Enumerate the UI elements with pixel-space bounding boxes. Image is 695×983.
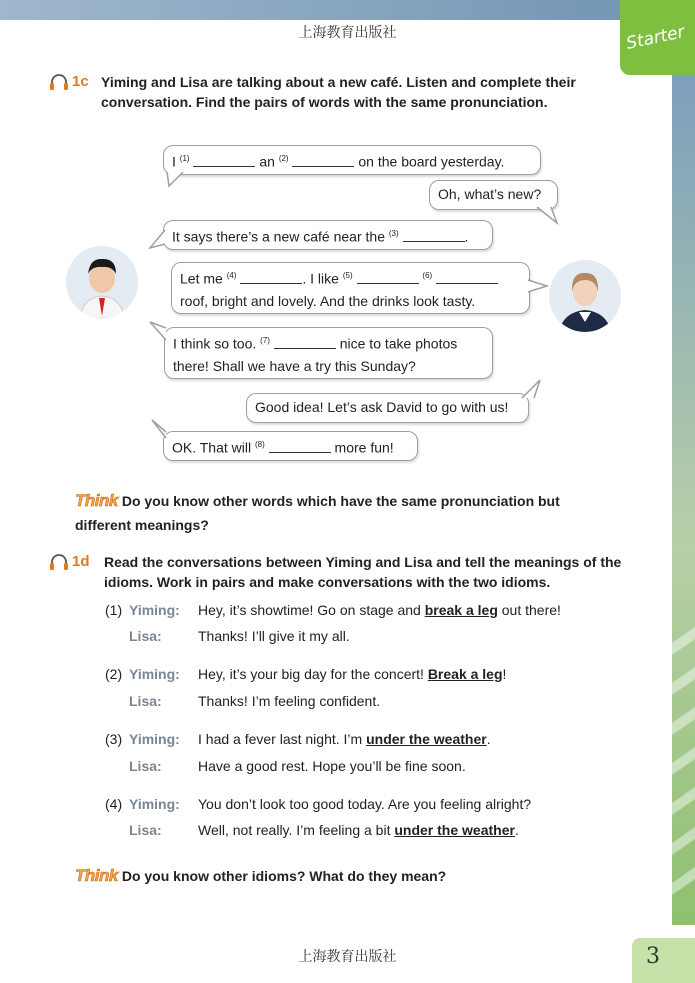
bubble-3: It says there’s a new café near the $^{(3)}$ . — [163, 220, 493, 250]
think-prompt-1: Think Do you know other words which have the same pronunciation but different meanings? — [75, 491, 560, 533]
blank-2[interactable] — [292, 152, 354, 167]
starter-tab — [620, 0, 695, 75]
headphones-icon — [48, 72, 70, 92]
blank-8[interactable] — [269, 438, 331, 453]
section-1c-instruction — [101, 72, 641, 112]
bubble-2-tail — [535, 207, 561, 225]
starter-tab-label: Starter — [624, 22, 687, 54]
bubble-6-tail — [520, 378, 544, 400]
section-1d-number: 1d — [72, 553, 90, 570]
blank-1[interactable] — [193, 152, 255, 167]
idiom-phrase: under the weather — [394, 822, 515, 838]
idiom-phrase: Break a leg — [427, 666, 503, 682]
section-1c-heading — [48, 72, 648, 114]
think-label-2: Think — [75, 866, 118, 885]
lisa-avatar — [549, 260, 621, 332]
blank-6[interactable] — [436, 269, 498, 284]
bubble-6: Good idea! Let’s ask David to go with us! — [246, 393, 529, 423]
section-1d-instruction: Read the conversations between Yiming and Lisa and tell the meanings of the idioms. Work in pairs and make conversations with the two idioms. — [104, 554, 622, 590]
bubble-4-tail — [527, 278, 549, 296]
bubble-5: I think so too. $^{(7)}$ nice to take photos there! Shall we have a try this Sunday? — [164, 327, 493, 379]
think-label-1: Think — [75, 491, 118, 510]
bubble-1: I $^{(1)}$ an $^{(2)}$ on the board yesterday. — [163, 145, 541, 175]
bubble-1-tail — [165, 172, 187, 188]
idiom-phrase: under the weather — [366, 731, 487, 747]
right-decorative-strip — [672, 75, 695, 925]
bubble-5-tail — [148, 320, 168, 342]
think-prompt-2: Think Do you know other idioms? What do they mean? — [75, 864, 635, 888]
top-color-bar — [0, 0, 695, 20]
yiming-avatar — [66, 246, 138, 318]
blank-5[interactable] — [357, 269, 419, 284]
blank-7[interactable] — [274, 334, 336, 349]
section-1c-number: 1c — [72, 73, 89, 90]
section-1d-heading — [48, 552, 658, 594]
headphones-icon — [48, 552, 70, 572]
page-number: 3 — [632, 938, 695, 983]
header-publisher: 上海教育出版社 — [298, 25, 397, 41]
bubble-2: Oh, what’s new? — [429, 180, 558, 210]
bubble-7-tail — [150, 418, 168, 440]
blank-3[interactable] — [403, 227, 465, 242]
bubble-7: OK. That will $^{(8)}$ more fun! — [163, 431, 418, 461]
footer-publisher: 上海教育出版社 — [298, 949, 397, 965]
idiom-phrase: break a leg — [424, 602, 498, 618]
bubble-4: Let me $^{(4)}$ . I like $^{(5)}$ $^{(6)}$ roof, bright and lovely. And the drinks look tasty. — [171, 262, 530, 314]
instruction-line-2: conversation. Find the pairs of words with the same pronunciation. — [101, 94, 548, 110]
instruction-line-1: Yiming and Lisa are talking about a new café. Listen and complete their — [101, 74, 576, 90]
bubble-3-tail — [148, 228, 166, 250]
blank-4[interactable] — [240, 269, 302, 284]
